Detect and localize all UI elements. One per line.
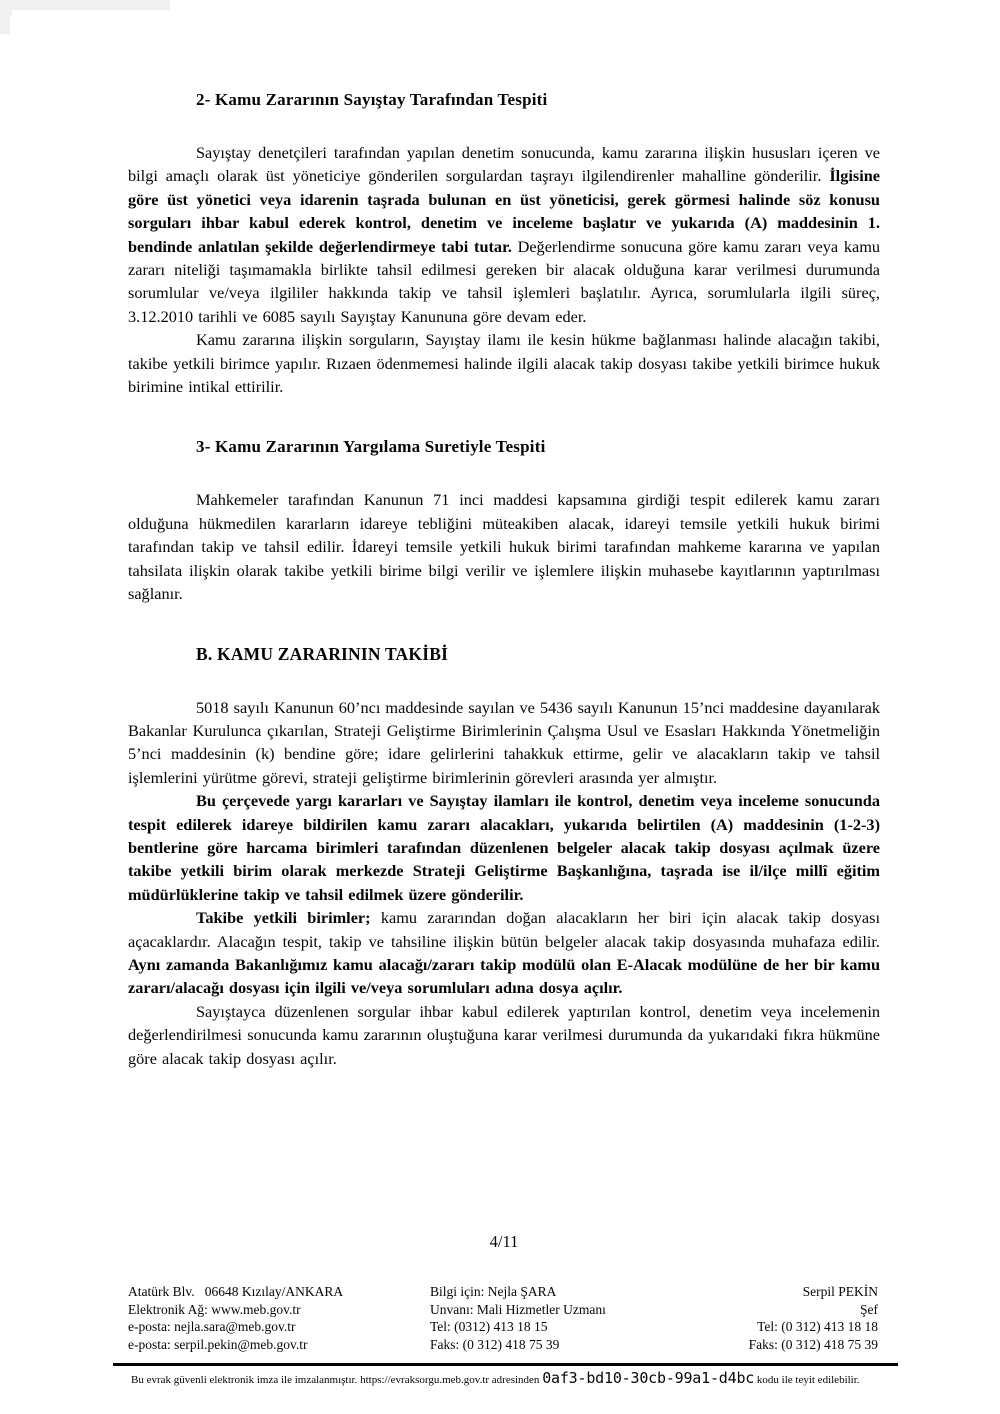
footer-email-line: e-posta: nejla.sara@meb.gov.tr	[128, 1319, 296, 1334]
footer-signer-tel: Tel: (0 312) 413 18 18	[757, 1319, 878, 1334]
footer-signer-column	[749, 1283, 878, 1353]
paragraph-5018-kanun: 5018 sayılı Kanunun 60’ncı maddesinde sayılan ve 5436 sayılı Kanunun 15’nci maddesine dayanılarak Bakanlar Kurulunca çıkarılan, Strateji Geliştirme Birimlerinin Çalışma Usul ve Esasları Hakkında Yönetmeliğin 5’nci maddesinin (k) bendine göre; idare gelirlerini tahakkuk ettirme, gelir ve alacakların takip ve tahsil işlemlerini yürütme görevi, strateji geliştirme birimlerinin görevleri arasında yer almıştır.	[128, 697, 880, 787]
verification-code: 0af3-bd10-30cb-99a1-d4bc	[542, 1369, 755, 1387]
footer-signer-fax: Faks: (0 312) 418 75 39	[748, 1336, 878, 1352]
paragraph-text: Değerlendirme sonucuna göre kamu zararı veya kamu zararı niteliği taşımamakla birlikte tahsil edilmesi gereken bir alacak olduğuna karar verilmesi durumunda sorumlular ve/veya ilgililer hakkında takip ve tahsil işlemleri başlatılır. Ayrıca, sorumlularla ilgili süreç, 3.12.2010 tarihli ve 6085 sayılı Sayıştay Kanununa göre devam eder.	[128, 236, 880, 326]
footer-website-line: Elektronik Ağ: www.meb.gov.tr	[128, 1301, 301, 1317]
e-signature-verification-note	[131, 1369, 931, 1387]
paragraph-text: Sayıştay denetçileri tarafından yapılan denetim sonucunda, kamu zararına ilişkin hususları içeren ve bilgi amaçlı olarak üst yöneticiye gönderilen sorgulardan taşrayı ilgilendirenler mahalline gönderilir.	[128, 143, 880, 186]
page-number: 4/11	[489, 1232, 519, 1251]
paragraph-sorgular-takip: Kamu zararına ilişkin sorguların, Sayıştay ilamı ile kesin hükme bağlanması halinde alacağın takibi, takibe yetkili birimce yapılır. Rızaen ödenmemesi halinde ilgili alacak takip dosyası takibe yetkili birimce hukuk birimine intikal ettirilir.	[128, 330, 880, 397]
footer-signer-name: Serpil PEKİN	[802, 1284, 878, 1299]
footer-divider	[113, 1363, 898, 1366]
footer-contact-fax: Faks: (0 312) 418 75 39	[430, 1336, 560, 1352]
footer-contact-column	[430, 1283, 749, 1353]
footer-contact-title: Unvanı: Mali Hizmetler Uzmanı	[430, 1301, 606, 1317]
section-heading-kamu-zararinin-takibi: B. KAMU ZARARININ TAKİBİ	[196, 643, 449, 664]
section-heading-yargilama-tespiti: 3- Kamu Zararının Yargılama Suretiyle Tespiti	[196, 437, 546, 457]
paragraph-takibe-yetkili-birimler	[128, 906, 880, 1000]
footer-address-column	[128, 1283, 430, 1353]
paragraph-text: kamu zararından doğan alacakların her biri için alacak takip dosyası açacaklardır. Alacağın tespit, takip ve tahsiline ilişkin bütün belgeler alacak takip dosyasında muhafaza edilir.	[128, 908, 880, 951]
footer-address-line: Atatürk Blv. 06648 Kızılay/ANKARA	[128, 1284, 344, 1299]
document-body	[128, 88, 880, 1070]
document-footer	[128, 1283, 878, 1353]
section-heading-sayistay-tespiti: 2- Kamu Zararının Sayıştay Tarafından Tespiti	[196, 90, 548, 109]
paragraph-sayistayca-sorgular: Sayıştayca düzenlenen sorgular ihbar kabul edilerek yaptırılan kontrol, denetim veya incelemenin değerlendirilmesi sonucunda kamu zararının oluştuğuna karar verilmesi durumunda da yukarıdaki fıkra hükmüne göre alacak takip dosyası açılır.	[128, 1001, 880, 1068]
footer-email-line: e-posta: serpil.pekin@meb.gov.tr	[128, 1336, 308, 1352]
verification-text: kodu ile teyit edilebilir.	[754, 1374, 860, 1386]
footer-signer-title: Şef	[860, 1301, 878, 1317]
paragraph-mahkemeler: Mahkemeler tarafından Kanunun 71 inci maddesi kapsamına girdiği tespit edilerek kamu zararı olduğuna hükmedilen kararların idareye tebliğini müteakiben alacak, idareyi temsile yetkili hukuk birimi tarafından takip ve tahsil edilir. İdareyi temsile yetkili hukuk birimi tarafından mahkeme kararına ve yapılan tahsilata ilişkin olarak takibe yetkili birime bilgi verilir ve işlemlere ilişkin muhasebe kayıtlarının yaptırılması sağlanır.	[128, 490, 880, 604]
paragraph-text-bold: İlgisine göre üst yönetici veya idarenin taşrada bulunan en üst yöneticisi, gerek görmesi halinde söz konusu sorguları ihbar kabul ederek kontrol, denetim ve inceleme başlatır ve yukarıda (A) maddesinin 1. bendinde anlatılan şekilde değerlendirmeye tabi tutar.	[128, 166, 880, 256]
footer-contact-name: Bilgi için: Nejla ŞARA	[430, 1284, 557, 1299]
paragraph-text-bold: Aynı zamanda Bakanlığımız kamu alacağı/zararı takip modülü olan E-Alacak modülüne de her bir kamu zararı/alacağı dosyası için ilgili ve/veya sorumluları adına dosya açılır.	[128, 954, 880, 998]
paragraph-text-bold: Takibe yetkili birimler;	[196, 908, 381, 928]
paragraph-sayistay-denetim	[128, 141, 880, 328]
scan-artifact	[0, 0, 170, 10]
verification-text: Bu evrak güvenli elektronik imza ile imzalanmıştır. https://evraksorgu.meb.gov.tr adresinden	[131, 1374, 543, 1386]
footer-contact-tel: Tel: (0312) 413 18 15	[430, 1319, 548, 1334]
paragraph-cerceve-yargi-kararlari: Bu çerçevede yargı kararları ve Sayıştay ilamları ile kontrol, denetim veya inceleme sonucunda tespit edilerek idareye bildirilen kamu zararı alacakları, yukarıda belirtilen (A) maddesinin (1-2-3) bentlerine göre harcama birimleri tarafından düzenlenen belgeler alacak takip dosyası açılmak üzere takibe yetkili birim olarak merkezde Strateji Geliştirme Başkanlığına, taşrada ise il/ilçe millî eğitim müdürlüklerine takip ve tahsil edilmek üzere gönderilir.	[128, 791, 880, 904]
